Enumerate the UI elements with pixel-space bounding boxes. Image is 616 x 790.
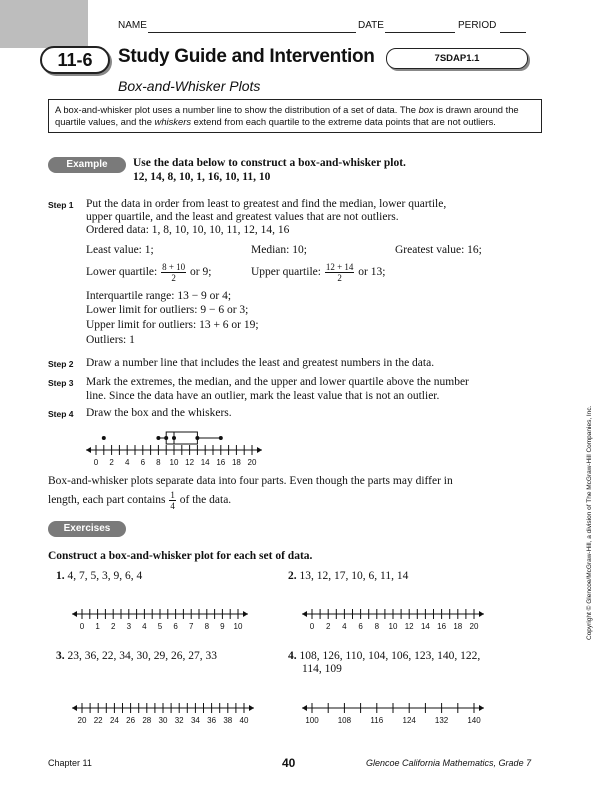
- step-3-line-1: Mark the extremes, the median, and the upper and lower quartile above the number: [86, 376, 469, 388]
- example-number-line-tick-label: 8: [156, 458, 161, 467]
- lq-numerator: 8 + 10: [162, 262, 186, 272]
- example-number-line-tick-label: 2: [109, 458, 114, 467]
- exercise-3-tick-label: 36: [207, 716, 217, 725]
- standard-badge: 7SDAP1.1: [386, 48, 528, 69]
- outlier-point: [102, 436, 106, 440]
- intro-text-1: A box-and-whisker plot uses a number line to show the distribution of a set of data. The: [55, 104, 419, 115]
- exercise-2-tick-label: 2: [325, 622, 331, 631]
- step-1-label: Step 1: [48, 200, 74, 210]
- upper-quartile-point: [195, 436, 199, 440]
- copyright-notice: Copyright © Glencoe/McGraw-Hill, a division of The McGraw-Hill Companies, Inc.: [586, 405, 593, 640]
- exercise-3-tick-label: 24: [109, 716, 119, 725]
- intro-box: [48, 99, 542, 133]
- exercise-2-tick-label: 4: [342, 622, 347, 631]
- greatest-value-point: [219, 436, 223, 440]
- step-1-line-1: Put the data in order from least to greatest and find the median, lower quartile,: [86, 198, 447, 210]
- exercises-heading: Construct a box-and-whisker plot for each set of data.: [48, 550, 313, 562]
- example-number-line-tick-label: 0: [93, 458, 99, 467]
- median-value: Median: 10;: [251, 244, 307, 256]
- upper-quartile: [251, 262, 385, 283]
- summary-suffix: of the data.: [179, 494, 232, 507]
- least-value-point: [156, 436, 160, 440]
- exercise-1-number-line[interactable]: [70, 600, 250, 634]
- upper-quartile-result: or 13;: [358, 266, 386, 279]
- date-field[interactable]: [385, 20, 455, 33]
- fraction-numerator: 1: [170, 490, 175, 500]
- example-number-line-tick-label: 12: [185, 458, 195, 467]
- exercise-1-tick-label: 8: [204, 622, 210, 631]
- summary-prefix: length, each part contains: [48, 494, 166, 507]
- exercise-3-number-line[interactable]: [70, 694, 256, 728]
- intro-text-3: extend from each quartile to the extreme data points that are not outliers.: [191, 116, 496, 127]
- exercise-1-data: 4, 7, 5, 3, 9, 6, 4: [67, 570, 143, 582]
- exercise-4-tick-label: 124: [402, 716, 416, 725]
- exercise-4: [288, 650, 480, 676]
- greatest-value: Greatest value: 16;: [395, 244, 482, 256]
- step-4-text: Draw the box and the whiskers.: [86, 407, 232, 419]
- exercise-4-tick-label: 132: [434, 716, 449, 725]
- period-field[interactable]: [500, 20, 526, 33]
- exercise-3-tick-label: 30: [158, 716, 168, 725]
- exercise-1: [56, 570, 142, 583]
- example-number-line-tick-label: 6: [140, 458, 146, 467]
- footer-chapter: Chapter 11: [48, 758, 92, 768]
- exercise-1-number: 1.: [56, 570, 65, 582]
- fraction-denominator: 4: [170, 501, 175, 511]
- summary-line-2: [48, 490, 231, 511]
- lower-quartile-label: Lower quartile:: [86, 266, 158, 279]
- lesson-number: 11-6: [40, 46, 110, 74]
- uq-numerator: 12 + 14: [325, 262, 354, 272]
- exercise-1-tick-label: 10: [233, 622, 243, 631]
- exercise-2-tick-label: 18: [453, 622, 463, 631]
- least-value: Least value: 1;: [86, 244, 154, 256]
- exercise-4-tick-label: 116: [370, 716, 384, 725]
- exercise-4-left-arrow-icon: [302, 705, 307, 711]
- exercise-2-number: 2.: [288, 570, 297, 582]
- exercise-2-tick-label: 12: [404, 622, 414, 631]
- lower-quartile-fraction: [161, 262, 186, 283]
- ordered-data: Ordered data: 1, 8, 10, 10, 10, 11, 12, 14, 16: [86, 224, 290, 236]
- exercise-3-number: 3.: [56, 650, 65, 662]
- step-1-line-2: upper quartile, and the least and greatest values that are not outliers.: [86, 211, 399, 223]
- exercise-2-tick-label: 14: [420, 622, 430, 631]
- exercise-2-tick-label: 20: [469, 622, 479, 631]
- exercise-1-right-arrow-icon: [243, 611, 248, 617]
- example-label: Example: [48, 157, 126, 173]
- exercise-1-tick-label: 6: [173, 622, 178, 631]
- example-data: 12, 14, 8, 10, 1, 16, 10, 11, 10: [133, 171, 271, 183]
- exercise-1-tick-label: 4: [142, 622, 147, 631]
- exercise-4-tick-label: 100: [305, 716, 319, 725]
- exercise-4-number-line[interactable]: [300, 694, 486, 728]
- exercise-3-tick-label: 40: [239, 716, 249, 725]
- median-point: [172, 436, 176, 440]
- exercise-1-tick-label: 0: [79, 622, 85, 631]
- exercise-4-number: 4.: [288, 650, 297, 662]
- exercise-3-tick-label: 26: [126, 716, 136, 725]
- intro-box-word: box: [418, 104, 434, 115]
- exercise-3-tick-label: 22: [93, 716, 103, 725]
- uq-denominator: 2: [337, 273, 342, 283]
- exercise-4-data-line-2: 114, 109: [302, 663, 342, 675]
- example-number-line-right-arrow-icon: [257, 447, 262, 453]
- upper-outlier-limit: Upper limit for outliers: 13 + 6 or 19;: [86, 319, 259, 331]
- exercise-2-tick-label: 6: [358, 622, 363, 631]
- intro-text-2: is drawn around the quartile values, and the: [55, 104, 519, 127]
- exercise-4-tick-label: 108: [337, 716, 352, 725]
- example-number-line-left-arrow-icon: [86, 447, 91, 453]
- exercise-1-tick-label: 3: [126, 622, 132, 631]
- page-subtitle: Box-and-Whisker Plots: [118, 78, 261, 94]
- date-label: DATE: [358, 20, 384, 31]
- exercise-1-tick-label: 5: [157, 622, 163, 631]
- exercise-3-left-arrow-icon: [72, 705, 77, 711]
- upper-quartile-fraction: [325, 262, 355, 283]
- exercise-3-tick-label: 34: [190, 716, 200, 725]
- interquartile-range: Interquartile range: 13 − 9 or 4;: [86, 290, 232, 302]
- exercise-2-number-line[interactable]: [300, 600, 486, 634]
- lq-denominator: 2: [171, 273, 176, 283]
- lower-quartile-result: or 9;: [190, 266, 212, 279]
- example-number-line-tick-label: 4: [124, 458, 130, 467]
- exercise-2-right-arrow-icon: [479, 611, 484, 617]
- exercise-1-tick-label: 7: [188, 622, 194, 631]
- example-number-line-tick-label: 20: [247, 458, 257, 467]
- exercise-3-right-arrow-icon: [249, 705, 254, 711]
- step-2-label: Step 2: [48, 359, 74, 369]
- period-label: PERIOD: [458, 20, 497, 31]
- exercise-3-data: 23, 36, 22, 34, 30, 29, 26, 27, 33: [67, 650, 217, 662]
- exercise-3-tick-label: 28: [142, 716, 152, 725]
- exercise-1-tick-label: 1: [95, 622, 100, 631]
- quartile-box: [166, 432, 197, 444]
- summary-line-1: Box-and-whisker plots separate data into four parts. Even though the parts may differ in: [48, 475, 453, 487]
- exercise-3-tick-label: 38: [223, 716, 233, 725]
- exercise-1-tick-label: 9: [220, 622, 225, 631]
- page-number: 40: [282, 756, 296, 770]
- exercise-2-tick-label: 0: [309, 622, 315, 631]
- exercise-2: [288, 570, 408, 583]
- exercise-1-tick-label: 2: [110, 622, 116, 631]
- example-number-line-tick-label: 14: [200, 458, 210, 467]
- example-number-line-tick-label: 16: [216, 458, 226, 467]
- step-3-line-2: line. Since the data have an outlier, mark the least value that is not an outlier.: [86, 390, 440, 402]
- exercises-label: Exercises: [48, 521, 126, 537]
- step-3-label: Step 3: [48, 378, 74, 388]
- exercise-3-tick-label: 32: [174, 716, 184, 725]
- example-number-line-tick-label: 10: [169, 458, 179, 467]
- intro-whiskers-word: whiskers: [154, 116, 192, 127]
- exercise-2-tick-label: 16: [437, 622, 447, 631]
- upper-quartile-label: Upper quartile:: [251, 266, 321, 279]
- step-2-text: Draw a number line that includes the least and greatest numbers in the data.: [86, 357, 435, 369]
- corner-tab: [0, 0, 88, 48]
- one-fourth-fraction: [169, 490, 176, 511]
- exercise-2-left-arrow-icon: [302, 611, 307, 617]
- page-title: Study Guide and Intervention: [118, 46, 375, 67]
- exercise-1-left-arrow-icon: [72, 611, 77, 617]
- name-field[interactable]: [148, 20, 356, 33]
- outliers: Outliers: 1: [86, 334, 135, 346]
- footer-book-title: Glencoe California Mathematics, Grade 7: [366, 758, 532, 768]
- exercise-4-right-arrow-icon: [479, 705, 484, 711]
- exercise-3-tick-label: 20: [77, 716, 87, 725]
- exercise-2-data: 13, 12, 17, 10, 6, 11, 14: [299, 570, 409, 582]
- exercise-2-tick-label: 10: [388, 622, 398, 631]
- example-number-line-tick-label: 18: [231, 458, 241, 467]
- exercise-4-tick-label: 140: [467, 716, 481, 725]
- example-box-plot: [84, 420, 264, 470]
- exercise-3: [56, 650, 217, 663]
- lower-outlier-limit: Lower limit for outliers: 9 − 6 or 3;: [86, 304, 249, 316]
- exercise-2-tick-label: 8: [374, 622, 380, 631]
- exercise-4-data-line-1: 108, 126, 110, 104, 106, 123, 140, 122,: [299, 650, 481, 662]
- step-4-label: Step 4: [48, 409, 74, 419]
- name-label: NAME: [118, 20, 147, 31]
- lower-quartile: [86, 262, 211, 283]
- example-heading: Use the data below to construct a box-and-whisker plot.: [133, 157, 406, 169]
- lower-quartile-point: [164, 436, 168, 440]
